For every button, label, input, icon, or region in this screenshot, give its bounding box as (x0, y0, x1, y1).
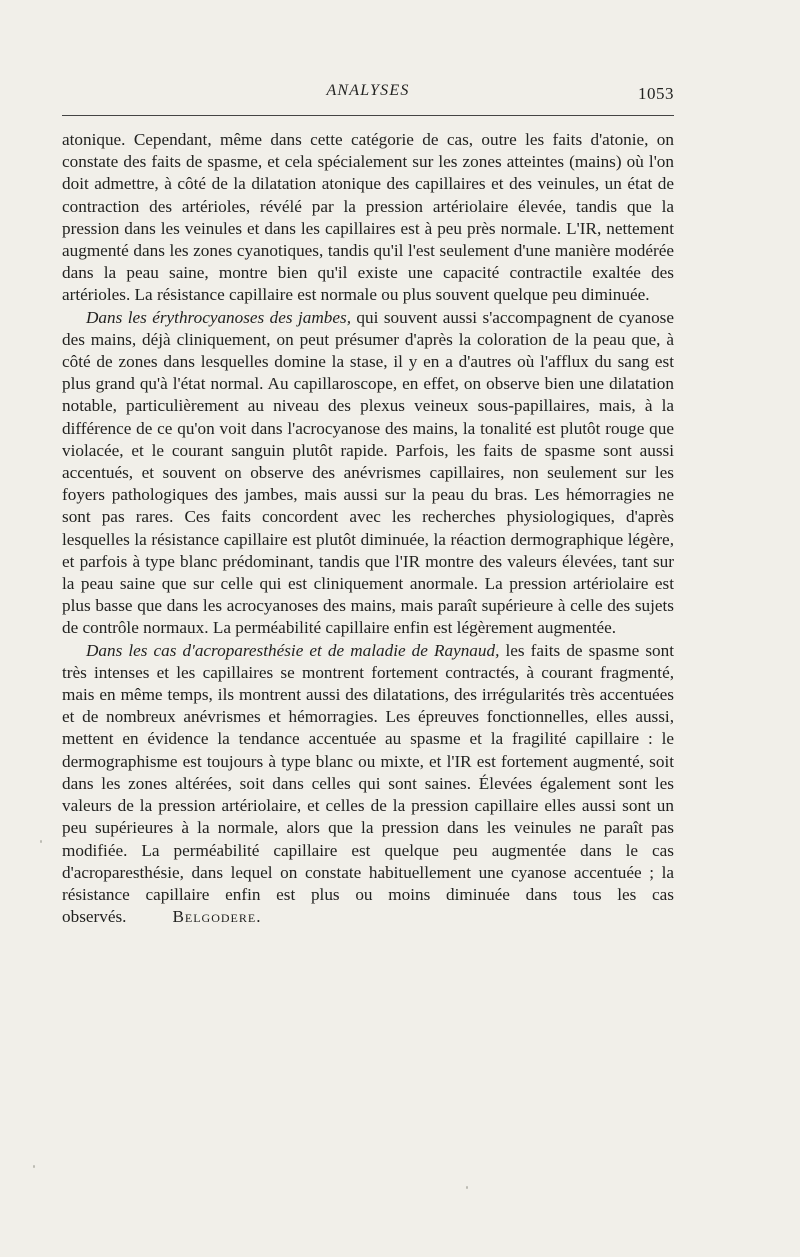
header-rule (62, 115, 674, 116)
paragraph-atonie (62, 129, 674, 307)
paragraph-erythrocyanoses (62, 307, 674, 640)
paragraph-acroparesthesie (62, 640, 674, 929)
paper-speck (40, 840, 42, 843)
running-title: ANALYSES (326, 82, 410, 99)
paragraph-text: qui souvent aussi s'accompagnent de cyanose des mains, déjà cliniquement, on peut présumer d'après la coloration de la peau que, à côté de zones dans lesquelles domine la stase, il y en a d'autres où l'afflux du sang est plus grand qu'à l'état normal. Au capillaroscope, en effet, on observe bien une dilatation notable, particulièrement au niveau des plexus veineux sous-papillaires, mais, à la différence de ce qu'on voit dans l'acrocyanose des mains, la tonalité est plutôt rouge que violacée, et le courant sanguin plutôt rapide. Parfois, les faits de spasme sont aussi accentués, et souvent on observe des anévrismes capillaires, non seulement sur les foyers pathologiques des jambes, mais aussi sur la peau du bras. Les hémorragies ne sont pas rares. Ces faits concordent avec les recherches physiologiques, d'après lesquelles la résistance capillaire est plutôt diminuée, la réaction dermographique légère, et parfois à type blanc prédominant, tandis que l'IR montre des valeurs élevées, tant sur la peau saine que sur celle qui est cliniquement anormale. La pression artériolaire est plus basse que dans les acrocyanoses des mains, mais paraît supérieure à celle des sujets de contrôle normaux. La perméabilité capillaire enfin est légèrement augmentée. (62, 307, 674, 638)
page-number: 1053 (638, 84, 674, 103)
paragraph-text: les faits de spasme sont très intenses et les capillaires se montrent fortement contractés, à courant fragmenté, mais en même temps, ils montrent aussi des dilatations, des irrégularités très accentuées et de nombreux anévrismes et hémorragies. Les épreuves fonctionnelles, elles aussi, mettent en évidence la tendance accentuée au spasme et la fragilité capillaire : le dermographisme est toujours à type blanc ou mixte, et l'IR est fortement augmenté, soit dans les zones altérées, soit dans celles qui sont saines. Élevées également sont les valeurs de la pression artériolaire, et celles de la pression capillaire elles aussi sont un peu supérieures à la normale, alors que la pression dans les veinules ne paraît pas modifiée. La perméabilité capillaire est quelque peu augmentée dans le cas d'acroparesthésie, dans lequel on constate habituellement une cyanose accentuée ; la résistance capillaire enfin est plus ou moins diminuée dans tous les cas observés. (62, 640, 674, 927)
paragraph-lead: Dans les cas d'acroparesthésie et de maladie de Raynaud, (86, 640, 500, 660)
page-header (62, 82, 674, 116)
paper-speck (33, 1165, 35, 1168)
author-signature: Belgodere. (172, 907, 262, 927)
article-body (62, 129, 674, 928)
paper-speck (466, 1186, 468, 1189)
paragraph-lead: Dans les érythrocyanoses des jambes, (86, 307, 351, 327)
paragraph-text: atonique. Cependant, même dans cette catégorie de cas, outre les faits d'atonie, on constate des faits de spasme, et cela spécialement sur les zones atteintes (mains) où l'on doit admettre, à côté de la dilatation atonique des capillaires et des veinules, un état de contraction des artérioles, révélé par la pression artériolaire élevée, tandis que la pression dans les veinules et dans les capillaires est à peu près normale. L'IR, nettement augmenté dans les zones cyanotiques, tandis qu'il l'est seulement d'une manière modérée dans la peau saine, montre bien qu'il existe une capacité contractile exaltée des artérioles. La résistance capillaire est normale ou plus souvent quelque peu diminuée. (62, 130, 674, 305)
